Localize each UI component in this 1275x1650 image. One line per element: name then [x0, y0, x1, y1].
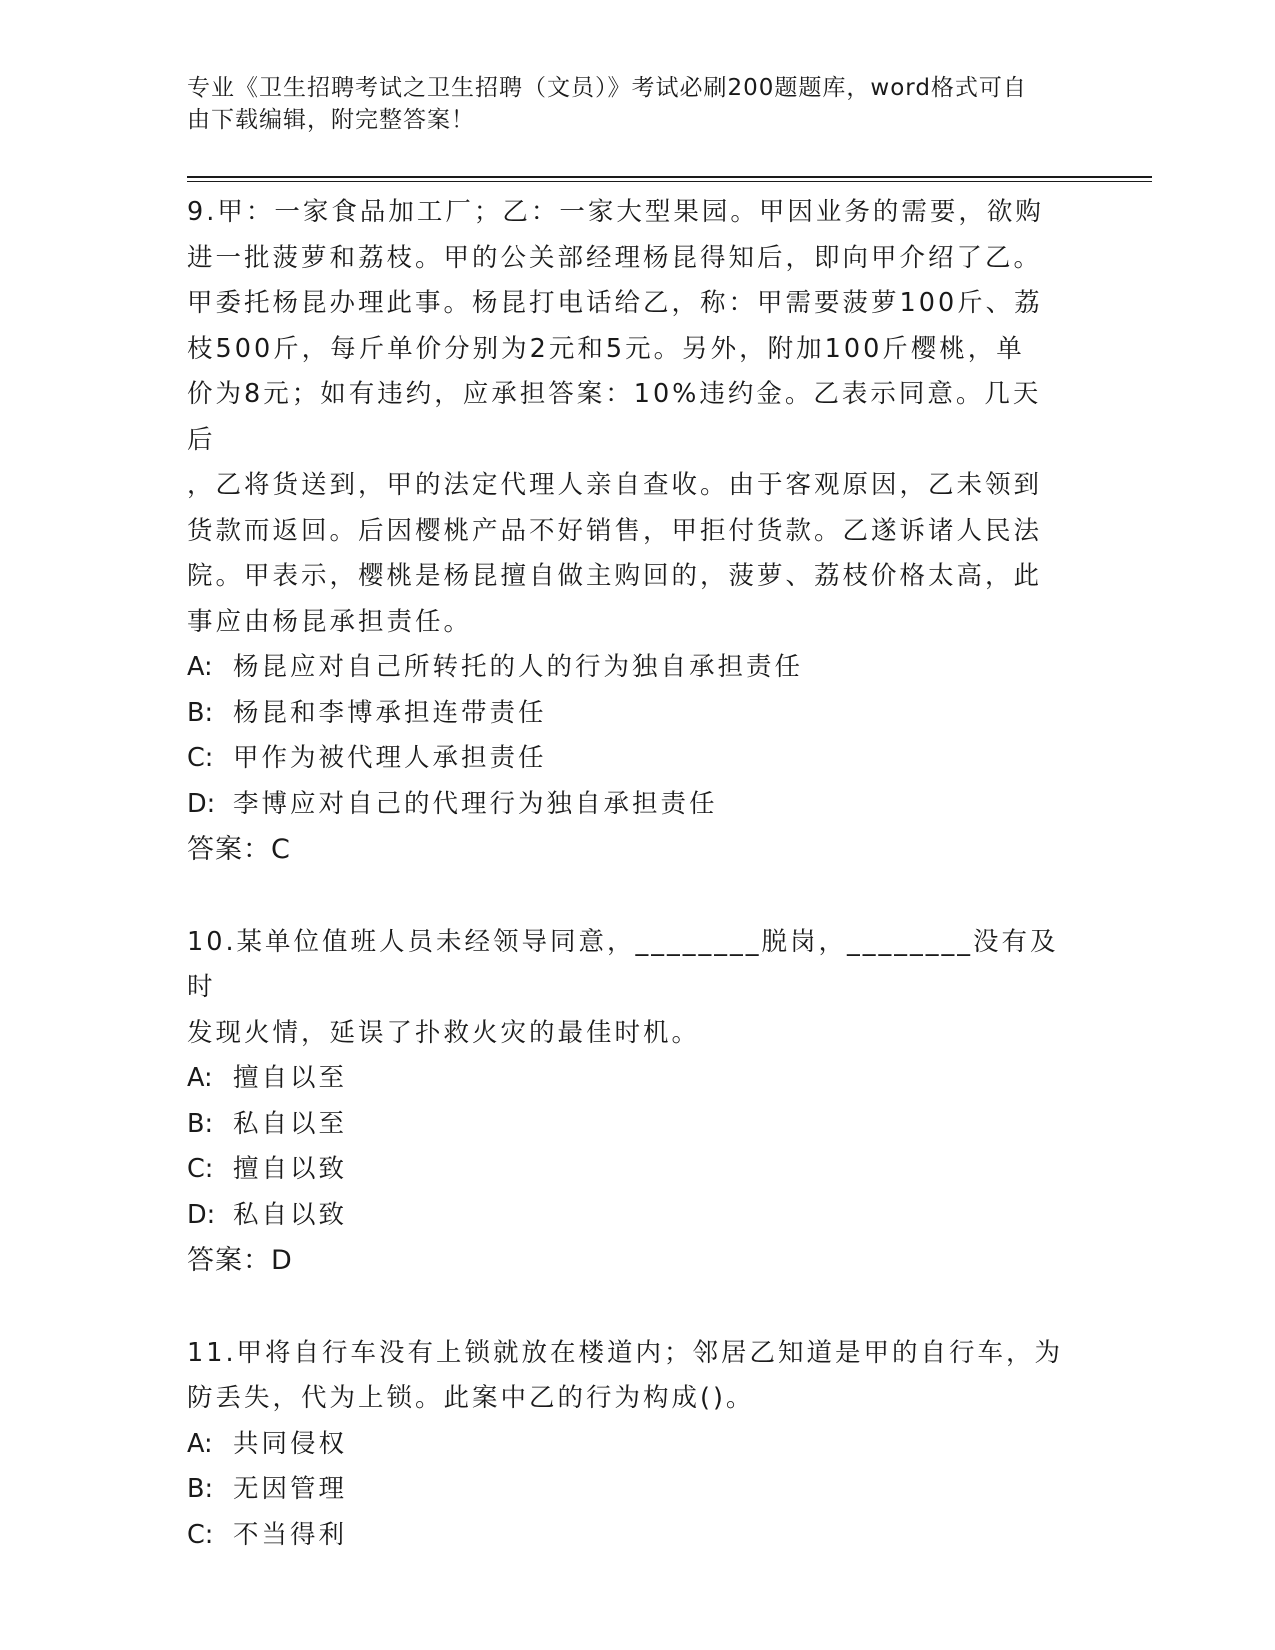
- option-a: [187, 1056, 1067, 1102]
- option-letter: A:: [187, 652, 213, 682]
- option-text: 杨昆应对自己所转托的人的行为独自承担责任: [233, 652, 804, 682]
- option-text: 甲作为被代理人承担责任: [233, 743, 547, 773]
- stem-line: 10.某单位值班人员未经领导同意，________脱岗，________没有及时: [187, 926, 1059, 1002]
- option-letter: B:: [187, 1108, 214, 1139]
- option-d: [187, 782, 1067, 828]
- stem-line: 9.甲：一家食品加工厂；乙：一家大型果园。甲因业务的需要，欲购: [187, 197, 1044, 227]
- header-divider-thin: [187, 181, 1152, 182]
- stem-line: 价为8元；如有违约，应承担答案：10%违约金。乙表示同意。几天后: [187, 379, 1042, 455]
- spacer: [187, 873, 1067, 920]
- option-text: 擅自以至: [233, 1063, 348, 1093]
- option-text: 私自以致: [233, 1199, 348, 1230]
- option-letter: B:: [187, 1474, 214, 1504]
- header-line-2: 由下载编辑，附完整答案！: [187, 107, 475, 133]
- option-letter: C:: [187, 1154, 214, 1184]
- option-d: [187, 1193, 1067, 1239]
- question-10: [187, 920, 1067, 1284]
- option-a: [187, 1422, 1067, 1468]
- stem-line: 货款而返回。后因樱桃产品不好销售，甲拒付货款。乙遂诉诸人民法: [187, 515, 1043, 546]
- question-stem: [187, 190, 1067, 645]
- option-letter: A:: [187, 1063, 213, 1093]
- option-text: 共同侵权: [233, 1428, 348, 1459]
- option-letter: C:: [187, 743, 214, 773]
- stem-line: ，乙将货送到，甲的法定代理人亲自查收。由于客观原因，乙未领到: [187, 470, 1043, 500]
- stem-line: 甲委托杨昆办理此事。杨昆打电话给乙，称：甲需要菠萝100斤、荔: [187, 288, 1043, 318]
- question-stem: [187, 1331, 1067, 1422]
- option-letter: A:: [187, 1428, 213, 1459]
- stem-line: 11.甲将自行车没有上锁就放在楼道内；邻居乙知道是甲的自行车，为: [187, 1337, 1064, 1368]
- option-c: [187, 1513, 1067, 1559]
- option-letter: D:: [187, 788, 216, 819]
- option-letter: B:: [187, 697, 214, 728]
- option-letter: C:: [187, 1519, 214, 1550]
- question-11: [187, 1331, 1067, 1559]
- option-b: [187, 691, 1067, 737]
- option-text: 私自以至: [233, 1108, 348, 1139]
- question-stem: [187, 920, 1067, 1057]
- answer-line: 答案：D: [187, 1245, 293, 1276]
- question-list: [187, 190, 1067, 1558]
- option-letter: D:: [187, 1199, 216, 1230]
- option-c: [187, 1147, 1067, 1193]
- question-9: [187, 190, 1067, 873]
- stem-line: 院。甲表示，樱桃是杨昆擅自做主购回的，菠萝、荔枝价格太高，此: [187, 561, 1043, 591]
- option-c: [187, 736, 1067, 782]
- stem-line: 进一批菠萝和荔枝。甲的公关部经理杨昆得知后，即向甲介绍了乙。: [187, 242, 1043, 273]
- option-text: 不当得利: [233, 1519, 348, 1550]
- option-text: 无因管理: [233, 1474, 348, 1504]
- option-b: [187, 1467, 1067, 1513]
- option-b: [187, 1102, 1067, 1148]
- option-a: [187, 645, 1067, 691]
- spacer: [187, 1284, 1067, 1331]
- option-text: 李博应对自己的代理行为独自承担责任: [233, 788, 718, 819]
- header-divider-thick: [187, 176, 1152, 178]
- stem-line: 防丢失，代为上锁。此案中乙的行为构成()。: [187, 1383, 755, 1413]
- answer-line: 答案：C: [187, 834, 291, 865]
- stem-line: 枝500斤，每斤单价分别为2元和5元。另外，附加100斤樱桃，单: [187, 333, 1025, 364]
- stem-line: 事应由杨昆承担责任。: [187, 606, 473, 637]
- stem-line: 发现火情，延误了扑救火灾的最佳时机。: [187, 1017, 701, 1048]
- header-line-1: 专业《卫生招聘考试之卫生招聘（文员）》考试必刷200题题库，word格式可自: [187, 75, 1027, 101]
- document-header: [187, 72, 1067, 136]
- option-text: 擅自以致: [233, 1154, 348, 1184]
- option-text: 杨昆和李博承担连带责任: [233, 697, 547, 728]
